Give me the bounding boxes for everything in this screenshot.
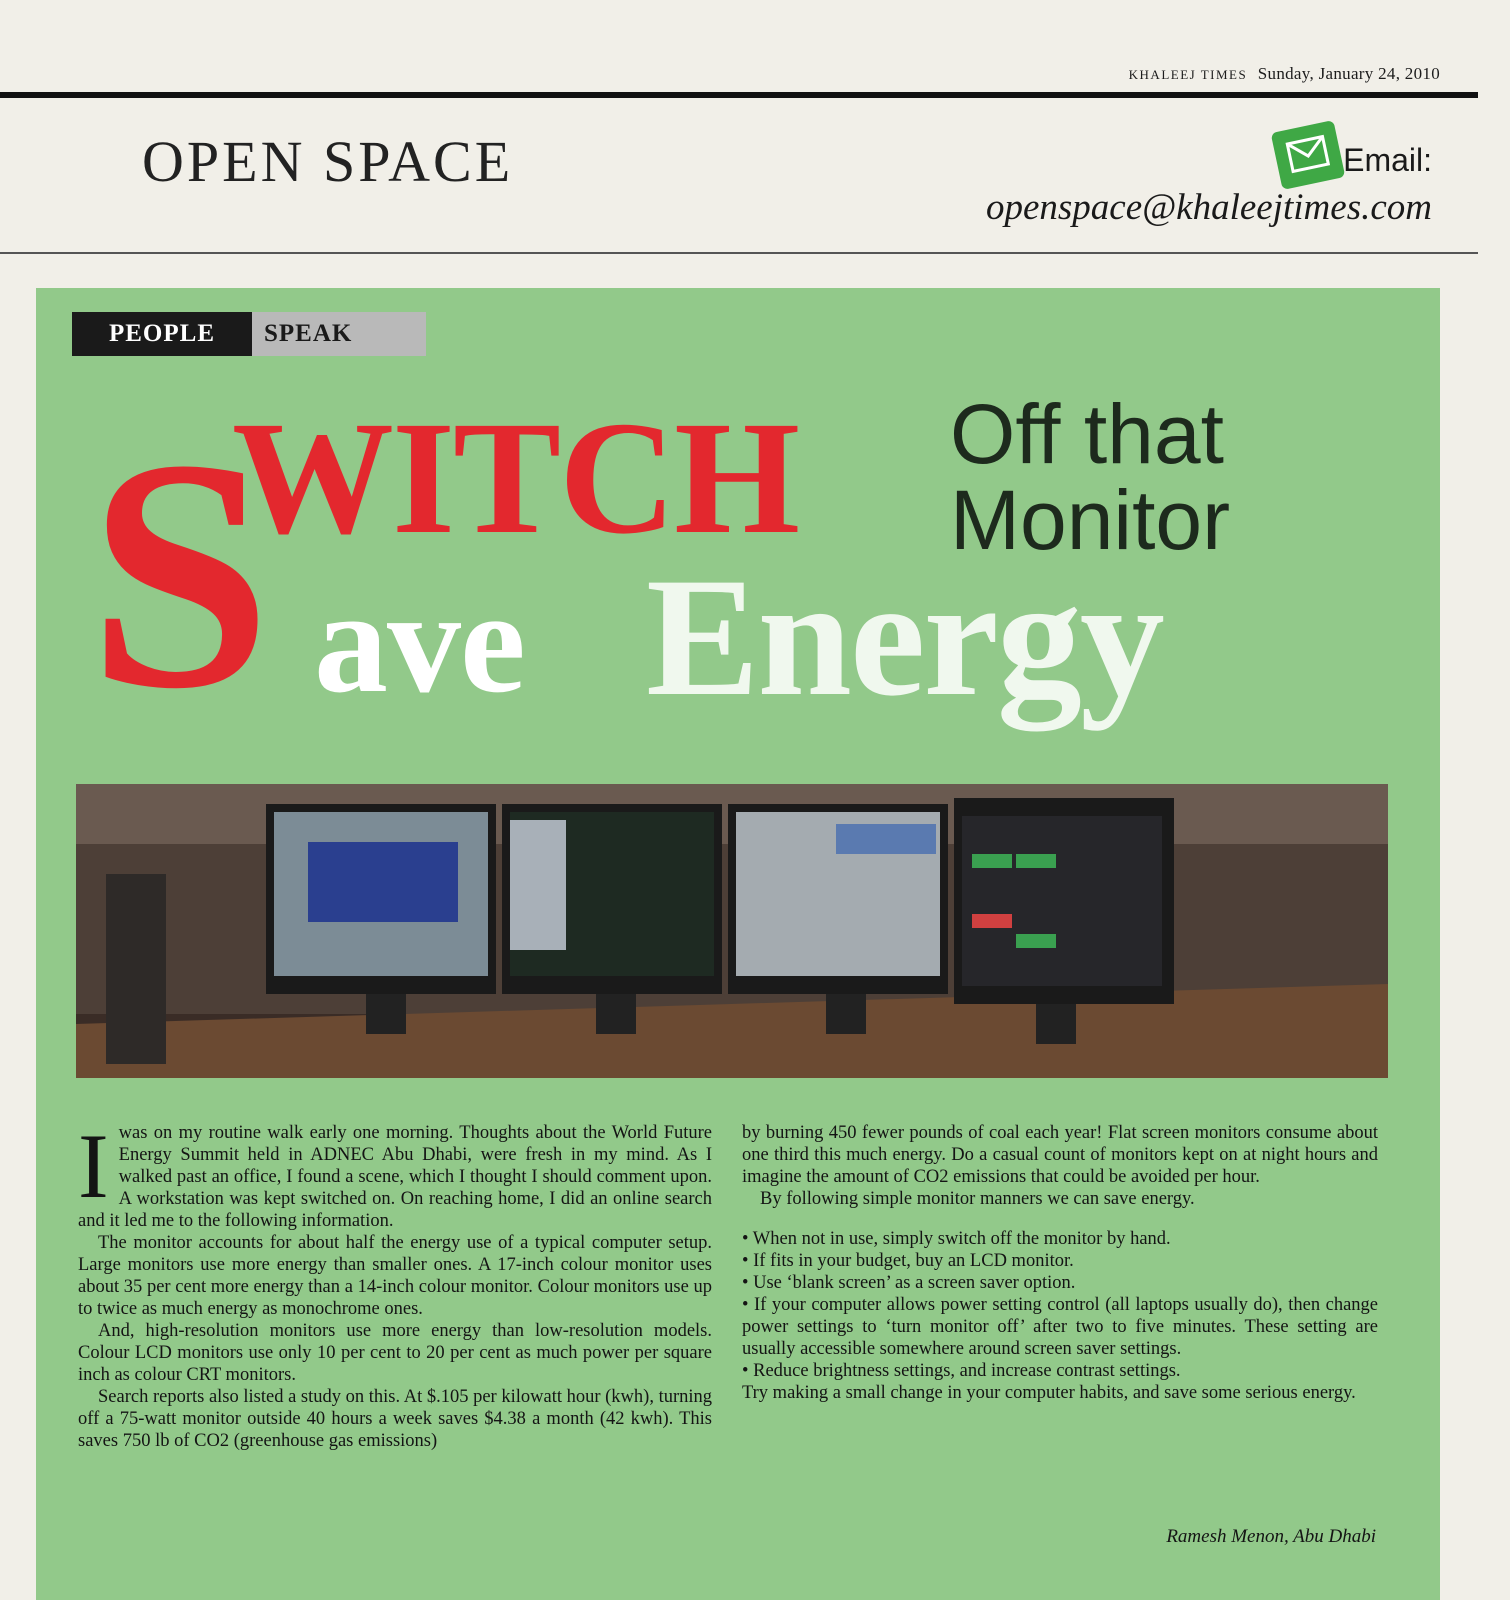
headline-red-word: WITCH bbox=[232, 389, 799, 568]
paragraph bbox=[78, 1115, 712, 1232]
issue-date: Sunday, January 24, 2010 bbox=[1257, 64, 1440, 83]
article-column-2 bbox=[742, 1122, 1378, 1404]
section-tag bbox=[72, 312, 426, 356]
paragraph: Search reports also listed a study on this. At $.105 per kilowatt hour (kwh), turning off a 75-watt monitor outside 40 hours a week saves $4.38 a month (42 kwh). This saves 750 lb of CO2 (greenhouse gas emissions) bbox=[78, 1387, 713, 1451]
list-item: • Reduce brightness settings, and increase contrast settings. bbox=[742, 1361, 1181, 1381]
paragraph: The monitor accounts for about half the energy use of a typical computer setup. Large monitors use more energy than smaller ones. A 17-inch colour monitor uses about 35 per cent more energy than a 14-inch colour monitor. Colour monitors use up to twice as much energy as monochrome ones. bbox=[78, 1233, 712, 1319]
byline: Ramesh Menon, Abu Dhabi bbox=[1166, 1526, 1376, 1547]
headline-right-line-1: Off that bbox=[950, 387, 1224, 481]
newspaper-name: KHALEEJ TIMES bbox=[1128, 67, 1248, 82]
headline-white-word-2: Energy bbox=[646, 543, 1163, 731]
email-label: Email: bbox=[1343, 142, 1432, 178]
tips-list bbox=[742, 1228, 1378, 1382]
list-item: • Use ‘blank screen’ as a screen saver option. bbox=[742, 1273, 1076, 1293]
header-divider bbox=[0, 252, 1478, 254]
drop-cap: I bbox=[78, 1115, 109, 1217]
section-title: OPEN SPACE bbox=[142, 129, 514, 194]
email-address-link[interactable]: openspace@khaleejtimes.com bbox=[985, 187, 1432, 228]
headline-right-line-2: Monitor bbox=[950, 472, 1231, 567]
list-item: • If your computer allows power setting control (all laptops usually do), then change power settings to ‘turn monitor off’ after two to five minutes. These setting are usually accessible somewhere around screen saver settings. bbox=[742, 1295, 1378, 1359]
paragraph: By following simple monitor manners we can save energy. bbox=[760, 1189, 1195, 1209]
headline-right-block bbox=[950, 387, 1231, 567]
list-item: • When not in use, simply switch off the monitor by hand. bbox=[742, 1229, 1171, 1249]
tag-speak: SPEAK bbox=[252, 312, 426, 356]
article-column-1 bbox=[78, 1115, 713, 1452]
tag-people: PEOPLE bbox=[72, 312, 252, 356]
paragraph: And, high-resolution monitors use more energy than low-resolution models. Colour LCD monitors use only 10 per cent to 20 per cent as much power per square inch as colour CRT monitors. bbox=[78, 1321, 712, 1385]
workstation-monitors-photo bbox=[76, 784, 1388, 1078]
closing-paragraph: Try making a small change in your computer habits, and save some serious energy. bbox=[742, 1383, 1356, 1403]
top-rule bbox=[0, 92, 1478, 98]
headline-white-word-1: ave bbox=[314, 560, 525, 724]
email-envelope-icon bbox=[1271, 120, 1346, 190]
paragraph-text: was on my routine walk early one morning. Thoughts about the World Future Energy Summit held in ADNEC Abu Dhabi, were fresh in my mind. As I walked past an office, I found a scene, which I thought I should comment upon. A workstation was kept switched on. On reaching home, I did an online search and it led me to the following information. bbox=[78, 1123, 712, 1231]
list-item: • If fits in your budget, buy an LCD monitor. bbox=[742, 1251, 1074, 1271]
masthead bbox=[1129, 64, 1440, 84]
headline-big-letter: S bbox=[88, 392, 272, 757]
paragraph: by burning 450 fewer pounds of coal each year! Flat screen monitors consume about one third this much energy. Do a casual count of monitors kept on at night hours and imagine the amount of CO2 emissions that could be avoided per hour. bbox=[742, 1123, 1378, 1187]
